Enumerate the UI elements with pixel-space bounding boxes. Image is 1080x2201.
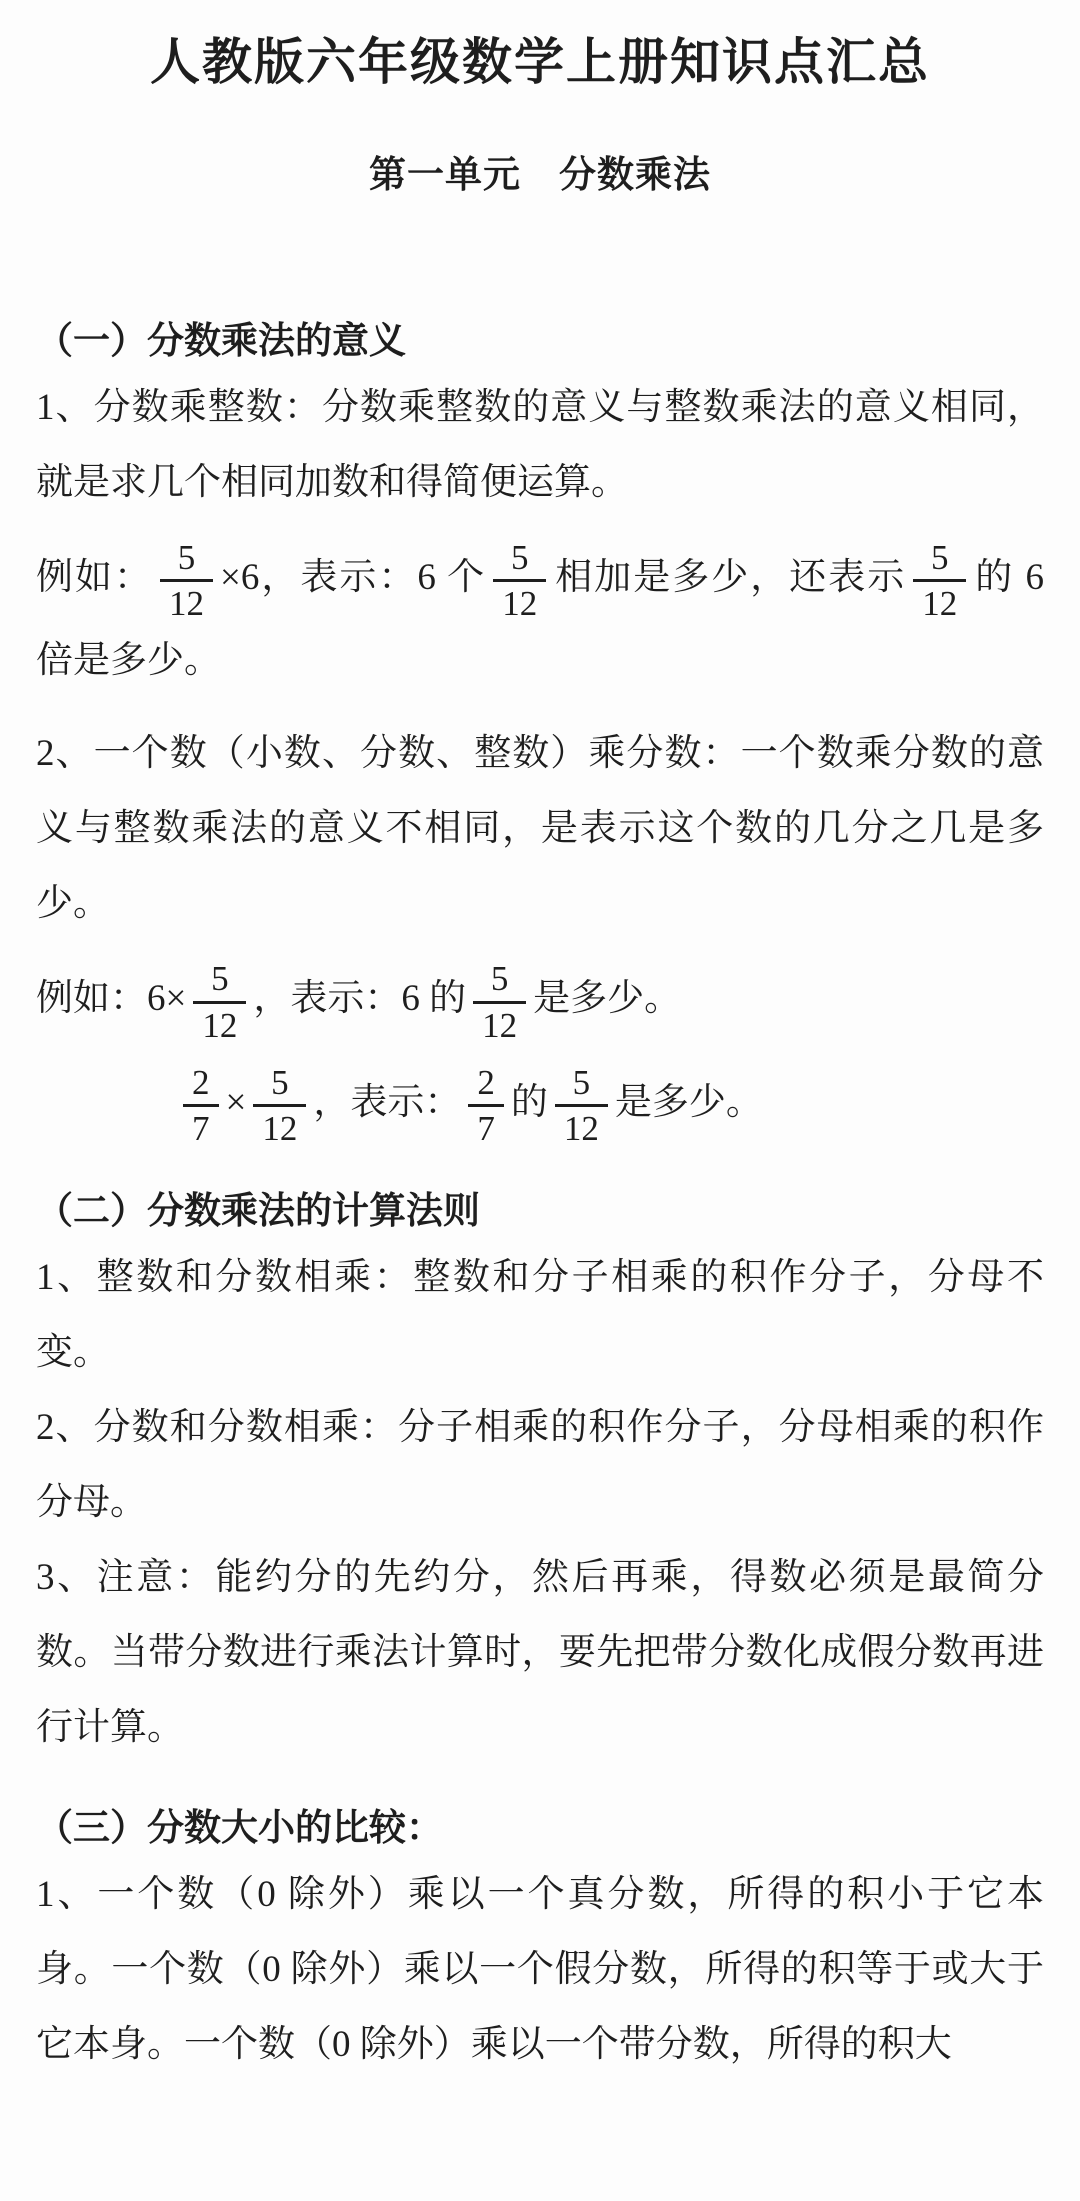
fraction-2-7: [468, 1063, 504, 1148]
fraction-numerator: 5: [160, 538, 213, 582]
fraction-denominator: 7: [477, 1108, 495, 1148]
document-title: 人教版六年级数学上册知识点汇总: [150, 34, 930, 90]
fraction-numerator: 5: [493, 538, 546, 582]
fraction-numerator: 2: [468, 1063, 504, 1107]
fraction-numerator: 5: [193, 959, 246, 1003]
fraction-5-12: [253, 1063, 306, 1148]
text-segment: 是多少。: [614, 1081, 763, 1123]
fraction-numerator: 5: [555, 1063, 608, 1107]
fraction-denominator: 12: [563, 1108, 599, 1148]
section-1-example-1: [36, 538, 1044, 698]
fraction-numerator: 5: [473, 959, 526, 1003]
fraction-2-7: [183, 1063, 219, 1148]
section-3-heading: （三）分数大小的比较：: [36, 1807, 443, 1849]
text-segment: ，表示：6 的: [253, 978, 467, 1020]
section-2-paragraph-1: 1、整数和分数相乘：整数和分子相乘的积作分子，分母不变。: [36, 1257, 1044, 1374]
section-3-paragraph-1: 1、一个数（0 除外）乘以一个真分数，所得的积小于它本身。一个数（0 除外）乘以一个假分数，所得的积等于或大于它本身。一个数（0 除外）乘以一个带分数，所得的积大: [36, 1874, 1044, 2066]
fraction-denominator: 12: [202, 1005, 238, 1045]
section-1-example-3: [36, 1063, 1044, 1148]
fraction-denominator: 12: [482, 1005, 518, 1045]
text-segment: 是多少。: [533, 978, 682, 1020]
fraction-5-12: [193, 959, 246, 1044]
text-segment: 相加是多少，还表示: [553, 557, 907, 599]
fraction-5-12: [913, 538, 966, 623]
text-segment: 例如：6×: [36, 978, 187, 1020]
section-1-example-2: [36, 959, 1044, 1044]
fraction-5-12: [473, 959, 526, 1044]
text-segment: 的: [510, 1081, 548, 1123]
fraction-5-12: [493, 538, 546, 623]
section-1-paragraph-1: 1、分数乘整数：分数乘整数的意义与整数乘法的意义相同，就是求几个相同加数和得简便运算。: [36, 387, 1044, 503]
text-segment: ×6，表示：6 个: [220, 557, 487, 599]
fraction-denominator: 12: [922, 584, 958, 624]
fraction-numerator: 5: [913, 538, 966, 582]
fraction-denominator: 12: [502, 584, 538, 624]
text-segment: ，表示：: [313, 1081, 462, 1123]
unit-heading: 第一单元 分数乘法: [369, 154, 711, 195]
fraction-5-12: [160, 538, 213, 623]
text-segment: ×: [225, 1081, 247, 1123]
section-2-paragraph-2: 2、分数和分数相乘：分子相乘的积作分子，分母相乘的积作分母。: [36, 1407, 1044, 1524]
fraction-denominator: 12: [169, 584, 205, 624]
text-segment: 例如：: [36, 557, 154, 599]
section-1-heading: （一）分数乘法的意义: [36, 320, 406, 361]
fraction-numerator: 5: [253, 1063, 306, 1107]
fraction-numerator: 2: [183, 1063, 219, 1107]
section-2-paragraph-3: 3、注意：能约分的先约分，然后再乘，得数必须是最简分数。当带分数进行乘法计算时，要先把带分数化成假分数再进行计算。: [36, 1557, 1044, 1749]
fraction-denominator: 12: [262, 1108, 298, 1148]
text-segment: 的 6 倍是多少。: [36, 557, 1045, 682]
section-2-heading: （二）分数乘法的计算法则: [36, 1190, 480, 1232]
fraction-5-12: [555, 1063, 608, 1148]
fraction-denominator: 7: [192, 1108, 210, 1148]
section-1-paragraph-2: 2、一个数（小数、分数、整数）乘分数：一个数乘分数的意义与整数乘法的意义不相同，是表示这个数的几分之几是多少。: [36, 733, 1044, 925]
